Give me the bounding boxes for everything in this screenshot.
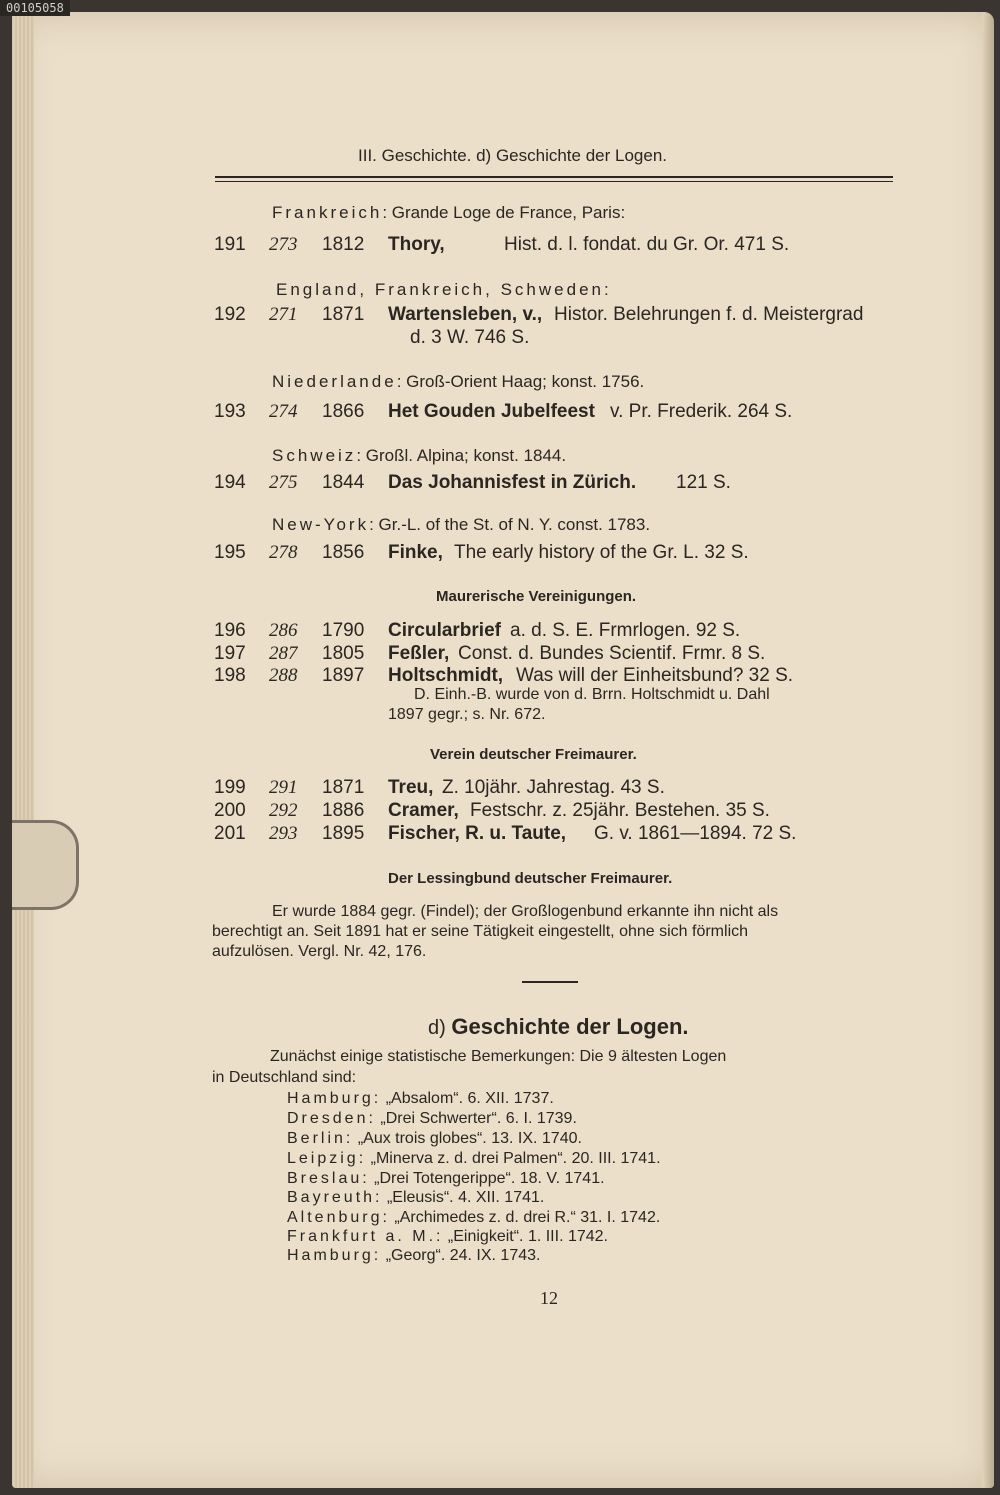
page-clip (12, 820, 79, 910)
header-rule (215, 176, 893, 178)
lodge-item: Leipzig: „Minerva z. d. drei Palmen“. 20. III. 1741. (287, 1150, 661, 1167)
intro-line1: Zunächst einige statistische Bemerkungen: Die 9 ältesten Logen (270, 1048, 727, 1065)
lodge-item: Breslau: „Drei Totengerippe“. 18. V. 1741. (287, 1170, 605, 1187)
page-right-edge (982, 12, 994, 1488)
entry-198-note-line2: 1897 gegr.; s. Nr. 672. (388, 706, 546, 723)
lessing-paragraph-line3: aufzulösen. Vergl. Nr. 42, 176. (212, 943, 427, 960)
entry-200: 200 292 1886 Cramer, Festschr. z. 25jähr. Bestehen. 35 S. (214, 800, 770, 821)
entry-191: 191 273 1812 Thory, Hist. d. l. fondat. du Gr. Or. 471 S. (214, 234, 790, 255)
entry-198-note-line1: D. Einh.-B. wurde von d. Brrn. Holtschmidt u. Dahl (414, 686, 770, 703)
country-heading-schweiz: Schweiz: Großl. Alpina; konst. 1844. (272, 446, 567, 465)
lodge-item: Hamburg: „Absalom“. 6. XII. 1737. (287, 1090, 554, 1107)
entry-201: 201 293 1895 Fischer, R. u. Taute, G. v. 1861—1894. 72 S. (214, 823, 797, 844)
entry-192-continuation: d. 3 W. 746 S. (410, 327, 530, 348)
entry-193: 193 274 1866 Het Gouden Jubelfeest v. Pr. Frederik. 264 S. (214, 401, 793, 422)
lodge-item: Altenburg: „Archimedes z. d. drei R.“ 31. I. 1742. (287, 1209, 661, 1226)
section-heading: d) Geschichte der Logen. (428, 1014, 689, 1039)
page-number: 12 (540, 1288, 558, 1308)
subheading-verein: Verein deutscher Freimaurer. (430, 746, 637, 763)
running-header: III. Geschichte. d) Geschichte der Logen. (358, 146, 667, 165)
country-heading-niederlande: Niederlande: Groß-Orient Haag; konst. 1756. (272, 372, 645, 391)
entry-196: 196 286 1790 Circularbrief a. d. S. E. Frmrlogen. 92 S. (214, 620, 741, 641)
header-rule-thin (215, 181, 893, 182)
country-heading-frankreich: Frankreich: Grande Loge de France, Paris: (272, 203, 626, 222)
subheading-maurerische: Maurerische Vereinigungen. (436, 588, 637, 605)
section-divider (522, 981, 578, 983)
lodge-item: Hamburg: „Georg“. 24. IX. 1743. (287, 1247, 541, 1264)
country-heading-newyork: New-York: Gr.-L. of the St. of N. Y. const. 1783. (272, 515, 651, 534)
lessing-paragraph-line2: berechtigt an. Seit 1891 hat er seine Tätigkeit eingestellt, ohne sich förmlich (212, 923, 749, 940)
intro-line2: in Deutschland sind: (212, 1069, 357, 1086)
lodge-item: Berlin: „Aux trois globes“. 13. IX. 1740. (287, 1130, 582, 1147)
lodge-item: Frankfurt a. M.: „Einigkeit“. 1. III. 1742. (287, 1228, 608, 1245)
lodge-item: Dresden: „Drei Schwerter“. 6. I. 1739. (287, 1110, 577, 1127)
subheading-lessingbund: Der Lessingbund deutscher Freimaurer. (388, 870, 673, 887)
page-stack-edge (12, 12, 34, 1488)
lodge-item: Bayreuth: „Eleusis“. 4. XII. 1741. (287, 1189, 545, 1206)
entry-198: 198 288 1897 Holtschmidt, Was will der Einheitsbund? 32 S. (214, 665, 794, 686)
entry-194: 194 275 1844 Das Johannisfest in Zürich. 121 S. (214, 472, 731, 493)
lessing-paragraph-line1: Er wurde 1884 gegr. (Findel); der Großlogenbund erkannte ihn nicht als (272, 903, 779, 920)
entry-195: 195 278 1856 Finke, The early history of the Gr. L. 32 S. (214, 542, 749, 563)
entry-197: 197 287 1805 Feßler, Const. d. Bundes Scientif. Frmr. 8 S. (214, 643, 766, 664)
entry-199: 199 291 1871 Treu, Z. 10jähr. Jahrestag. 43 S. (214, 777, 665, 798)
entry-192: 192 271 1871 Wartensleben, v., Histor. Belehrungen f. d. Meistergrad (214, 304, 864, 325)
country-heading-england: England, Frankreich, Schweden: (276, 280, 609, 299)
scan-id-stamp: 00105058 (0, 0, 70, 16)
